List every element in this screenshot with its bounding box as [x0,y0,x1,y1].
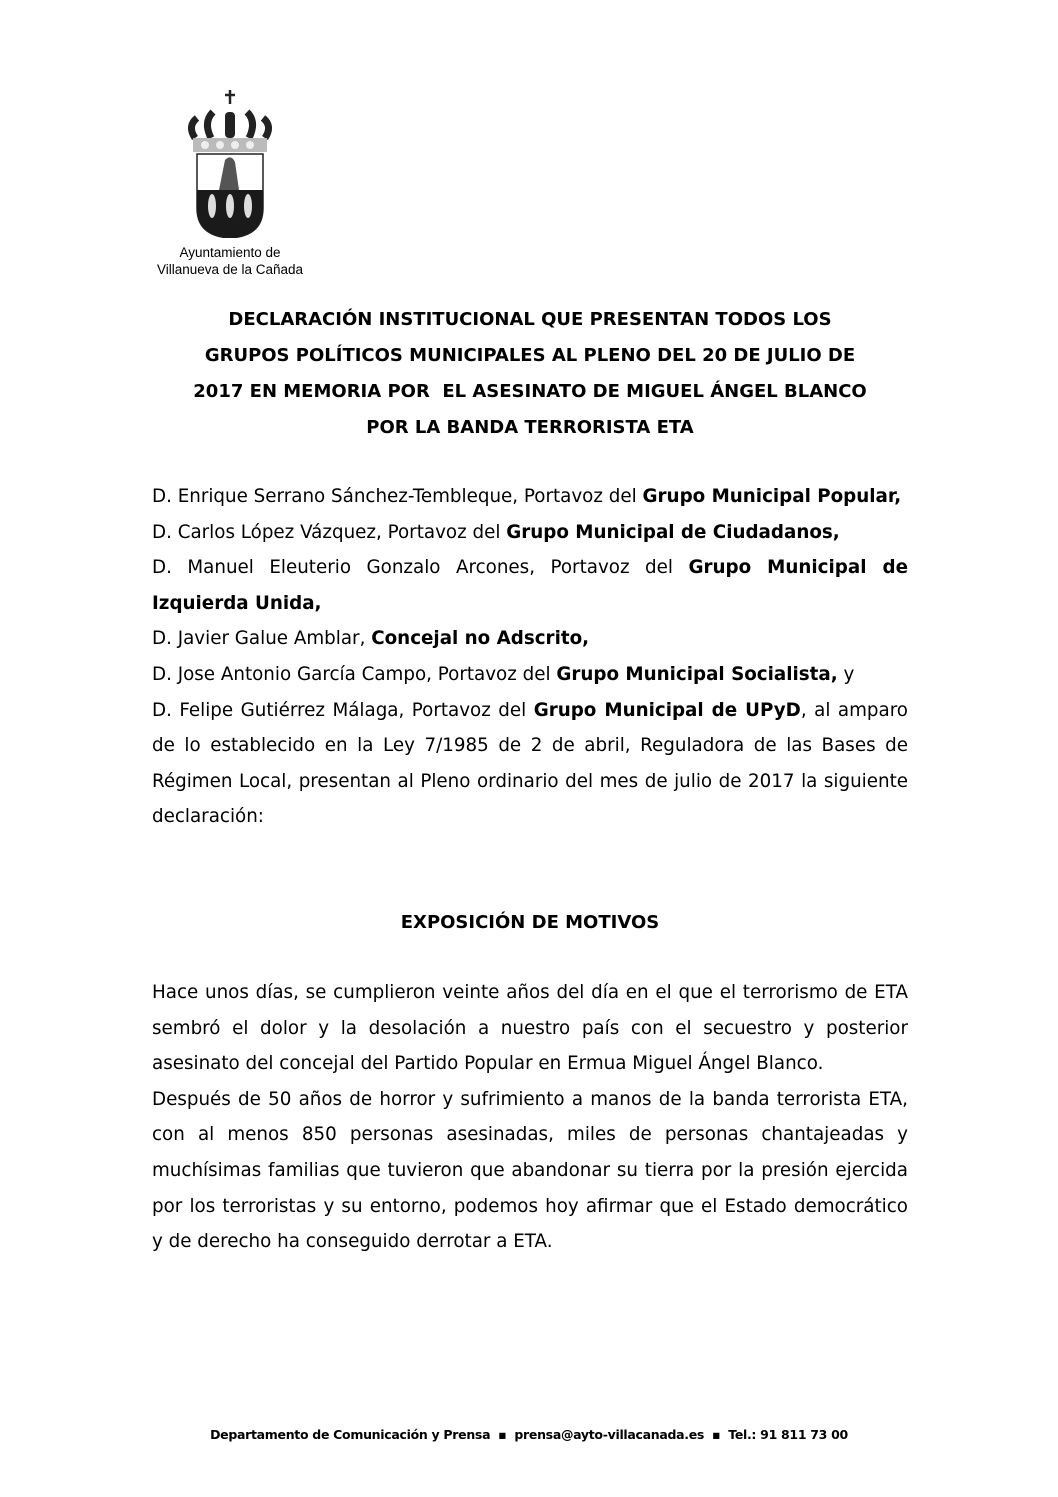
signatory [152,479,908,515]
title-line: 2017 EN MEMORIA POR EL ASESINATO DE MIGUEL ÁNGEL BLANCO [193,381,867,402]
signatory-group: Grupo Municipal de UPyD [533,699,801,721]
footer-department: Departamento de Comunicación y Prensa [210,1427,491,1442]
signatory [152,693,908,835]
footer-email: prensa@ayto-villacanada.es [514,1427,705,1442]
signatory-name: D. Felipe Gutiérrez Málaga, Portavoz del [152,699,534,721]
signatory-name: D. Jose Antonio García Campo, Portavoz del [152,663,557,685]
document-title [140,302,920,446]
signatory [152,550,908,621]
paragraph: Hace unos días, se cumplieron veinte años del día en el que el terrorismo de ETA sembró el dolor y la desolación a nuestro país con el secuestro y posterior asesinato del concejal del Partido Popular en Ermua Miguel Ángel Blanco. [152,982,908,1075]
signatory-name: D. Manuel Eleuterio Gonzalo Arcones, Portavoz del [152,557,689,579]
signatory-group: Concejal no Adscrito, [371,628,590,650]
title-line: GRUPOS POLÍTICOS MUNICIPALES AL PLENO DEL 20 DE JULIO DE [204,345,856,366]
signatory-name: D. Carlos López Vázquez, Portavoz del [152,521,507,543]
signatory [152,657,908,693]
signatory-name: D. Javier Galue Amblar, [152,628,372,650]
signatory-group: Grupo Municipal de Ciudadanos, [506,521,840,543]
municipal-logo [140,88,320,278]
exposition-body [152,975,908,1260]
paragraph: Después de 50 años de horror y sufrimiento a manos de la banda terrorista ETA, con al menos 850 personas asesinadas, miles de personas chantajeadas y muchísimas familias que tuvieron que abandonar su tierra por la presión ejercida por los terroristas y su entorno, podemos hoy afirmar que el Estado democrático y de derecho ha conseguido derrotar a ETA. [152,1088,908,1253]
signatory-tail: , al amparo de lo establecido en la Ley 7/1985 de 2 de abril, Reguladora de las Bases de Régimen Local, presentan al Pleno ordinario del mes de julio de 2017 la siguiente declaración: [152,699,908,828]
logo-line-1: Ayuntamiento de [179,245,281,260]
signatory [152,621,908,657]
footer-phone: Tel.: 91 811 73 00 [728,1427,848,1442]
page-footer [0,1427,1058,1442]
footer-separator: ▪ [498,1427,507,1442]
footer-separator: ▪ [712,1427,721,1442]
signatory-tail: y [837,663,855,685]
signatory-group: Grupo Municipal Socialista, [556,663,838,685]
signatory-name: D. Enrique Serrano Sánchez-Tembleque, Portavoz del [152,486,643,507]
title-line: DECLARACIÓN INSTITUCIONAL QUE PRESENTAN TODOS LOS [228,309,832,330]
coat-of-arms-icon [175,88,285,238]
signatory-group: Grupo Municipal Popular, [642,486,902,507]
logo-line-2: Villanueva de la Cañada [156,262,304,277]
section-title: EXPOSICIÓN DE MOTIVOS [400,912,660,933]
signatory [152,515,908,551]
signatory-group: Grupo Municipal de Izquierda Unida, [152,557,908,614]
signatories-block [152,479,908,835]
title-line: POR LA BANDA TERRORISTA ETA [366,417,694,438]
